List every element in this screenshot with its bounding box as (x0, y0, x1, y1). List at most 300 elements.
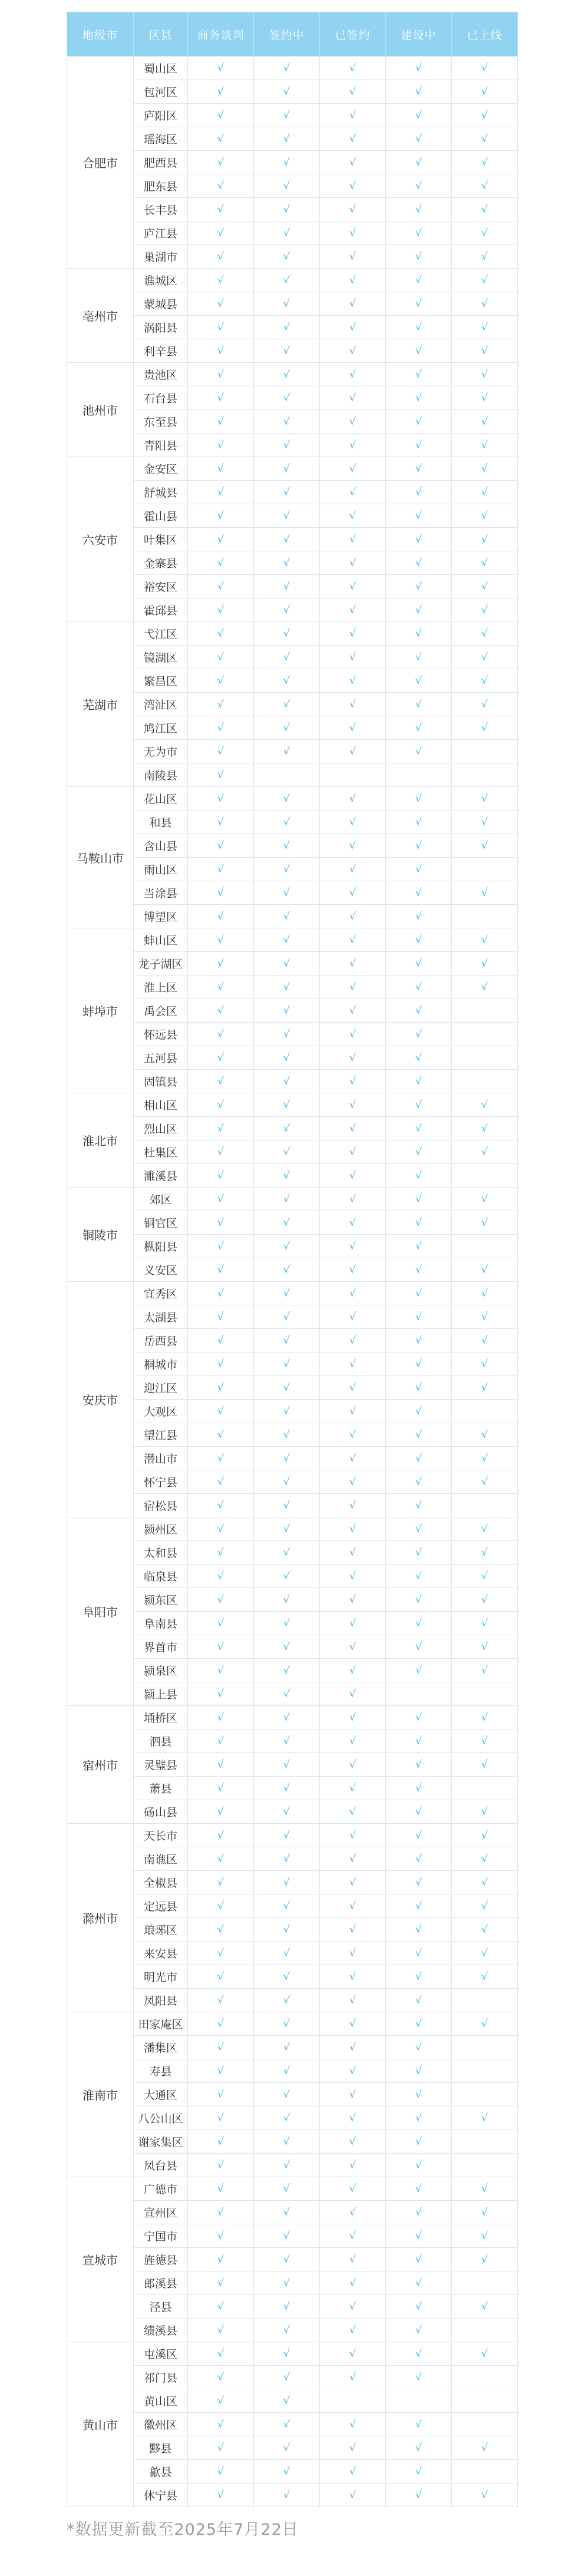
status-cell-online (452, 2248, 518, 2271)
status-cell-signing (254, 1423, 320, 1447)
status-cell-online (452, 1541, 518, 1565)
district-cell: 南谯区 (134, 1847, 188, 1871)
status-cell-signing (254, 1188, 320, 1211)
check-icon: √ (415, 792, 422, 805)
status-cell-online (452, 928, 518, 952)
status-cell-signing (254, 2271, 320, 2295)
check-icon: √ (283, 2418, 290, 2430)
check-icon: √ (349, 934, 356, 946)
district-cell: 萧县 (134, 1777, 188, 1800)
status-cell-negotiation (188, 2271, 254, 2295)
status-cell-online (452, 1871, 518, 1894)
status-cell-signing (254, 363, 320, 386)
check-icon: √ (415, 557, 422, 569)
check-icon: √ (349, 2018, 356, 2030)
status-cell-negotiation (188, 1164, 254, 1188)
check-icon: √ (415, 1664, 422, 1676)
check-icon: √ (349, 1193, 356, 1205)
status-cell-online (452, 2130, 518, 2154)
status-cell-online (452, 952, 518, 975)
table-row (67, 693, 518, 716)
status-cell-building (386, 1211, 452, 1235)
check-icon: √ (217, 2371, 224, 2383)
status-cell-signed (320, 811, 386, 834)
status-cell-signing (254, 1447, 320, 1470)
check-icon: √ (481, 486, 488, 498)
check-icon: √ (217, 321, 224, 333)
status-cell-online (452, 2295, 518, 2319)
check-icon: √ (217, 1004, 224, 1017)
check-icon: √ (283, 863, 290, 875)
status-cell-building (386, 1023, 452, 1046)
status-cell-signed (320, 928, 386, 952)
check-icon: √ (415, 415, 422, 428)
check-icon: √ (283, 1216, 290, 1229)
status-cell-online (452, 57, 518, 80)
district-cell: 颍州区 (134, 1517, 188, 1541)
status-cell-online (452, 410, 518, 434)
status-cell-negotiation (188, 2460, 254, 2484)
status-cell-negotiation (188, 2130, 254, 2154)
status-cell-signed (320, 1612, 386, 1635)
status-cell-online (452, 834, 518, 858)
district-cell: 宿松县 (134, 1494, 188, 1517)
status-cell-online (452, 292, 518, 316)
check-icon: √ (415, 1947, 422, 1959)
table-header (67, 12, 518, 57)
check-icon: √ (217, 462, 224, 475)
check-icon: √ (481, 2230, 488, 2242)
check-icon: √ (349, 651, 356, 663)
check-icon: √ (415, 2065, 422, 2077)
check-icon: √ (349, 1805, 356, 1818)
status-cell-signed (320, 1470, 386, 1494)
check-icon: √ (283, 745, 290, 758)
status-cell-signing (254, 1730, 320, 1753)
status-cell-building (386, 104, 452, 127)
check-icon: √ (349, 698, 356, 710)
table-row (67, 1117, 518, 1140)
table-row (67, 1942, 518, 1965)
district-cell: 凤阳县 (134, 1989, 188, 2012)
check-icon: √ (415, 2371, 422, 2383)
check-icon: √ (217, 1617, 224, 1629)
status-cell-signed (320, 104, 386, 127)
check-icon: √ (481, 2253, 488, 2266)
table-row (67, 504, 518, 528)
check-icon: √ (217, 250, 224, 263)
status-cell-negotiation (188, 716, 254, 740)
status-cell-signed (320, 693, 386, 716)
district-cell: 贵池区 (134, 363, 188, 386)
check-icon: √ (217, 1287, 224, 1299)
status-cell-signing (254, 2295, 320, 2319)
status-cell-signed (320, 481, 386, 504)
status-cell-building (386, 2436, 452, 2460)
city-cell: 六安市 (67, 457, 134, 622)
status-cell-online (452, 881, 518, 905)
status-cell-negotiation (188, 1046, 254, 1070)
table-row (67, 1588, 518, 1612)
district-cell: 黄山区 (134, 2389, 188, 2413)
status-cell-signed (320, 1800, 386, 1824)
check-icon: √ (283, 1664, 290, 1676)
table-row (67, 1258, 518, 1282)
check-icon: √ (415, 439, 422, 451)
check-icon: √ (349, 1546, 356, 1559)
check-icon: √ (349, 180, 356, 192)
status-cell-building (386, 339, 452, 363)
status-cell-building (386, 292, 452, 316)
status-cell-signed (320, 2224, 386, 2248)
status-cell-signing (254, 2201, 320, 2224)
district-cell: 当涂县 (134, 881, 188, 905)
check-icon: √ (415, 2324, 422, 2336)
status-cell-signed (320, 2130, 386, 2154)
status-cell-signing (254, 999, 320, 1023)
status-cell-building (386, 1659, 452, 1682)
check-icon: √ (415, 1593, 422, 1606)
check-icon: √ (283, 2230, 290, 2242)
district-cell: 弋江区 (134, 622, 188, 646)
check-icon: √ (283, 156, 290, 168)
table-row (67, 1800, 518, 1824)
check-icon: √ (217, 1334, 224, 1347)
status-cell-online (452, 1376, 518, 1400)
status-cell-building (386, 716, 452, 740)
table-row (67, 1423, 518, 1447)
status-cell-building (386, 928, 452, 952)
status-cell-online (452, 2319, 518, 2342)
status-cell-online (452, 1565, 518, 1588)
status-cell-signing (254, 80, 320, 104)
check-icon: √ (217, 1193, 224, 1205)
status-cell-building (386, 1753, 452, 1777)
check-icon: √ (283, 2088, 290, 2101)
check-icon: √ (349, 816, 356, 828)
status-cell-negotiation (188, 386, 254, 410)
table-row (67, 2484, 518, 2507)
check-icon: √ (415, 1876, 422, 1889)
status-cell-signing (254, 1612, 320, 1635)
status-cell-signed (320, 1164, 386, 1188)
status-cell-signing (254, 2248, 320, 2271)
header-building: 建设中 (386, 12, 452, 57)
check-icon: √ (217, 557, 224, 569)
check-icon: √ (481, 2018, 488, 2030)
check-icon: √ (349, 1334, 356, 1347)
table-row (67, 1612, 518, 1635)
status-cell-signed (320, 1659, 386, 1682)
status-cell-building (386, 1117, 452, 1140)
status-cell-signed (320, 1494, 386, 1517)
district-cell: 颍上县 (134, 1682, 188, 1706)
check-icon: √ (283, 981, 290, 993)
status-cell-signed (320, 221, 386, 245)
status-cell-negotiation (188, 1517, 254, 1541)
check-icon: √ (415, 2253, 422, 2266)
status-cell-signing (254, 386, 320, 410)
check-icon: √ (415, 1805, 422, 1818)
status-cell-negotiation (188, 1423, 254, 1447)
check-icon: √ (217, 792, 224, 805)
status-cell-signing (254, 2154, 320, 2177)
check-icon: √ (283, 1428, 290, 1441)
status-cell-signing (254, 339, 320, 363)
check-icon: √ (217, 1923, 224, 1936)
status-cell-building (386, 975, 452, 999)
check-icon: √ (415, 745, 422, 758)
status-cell-online (452, 2012, 518, 2036)
check-icon: √ (415, 957, 422, 970)
district-cell: 田家庵区 (134, 2012, 188, 2036)
district-cell: 全椒县 (134, 1871, 188, 1894)
check-icon: √ (217, 2442, 224, 2454)
check-icon: √ (283, 133, 290, 145)
check-icon: √ (349, 439, 356, 451)
table-row (67, 2036, 518, 2059)
table-row (67, 1730, 518, 1753)
check-icon: √ (217, 1358, 224, 1370)
check-icon: √ (415, 1970, 422, 1983)
check-icon: √ (283, 722, 290, 734)
status-cell-signing (254, 1824, 320, 1847)
table-row (67, 2224, 518, 2248)
status-cell-signing (254, 245, 320, 269)
check-icon: √ (481, 415, 488, 428)
district-cell: 宜秀区 (134, 1282, 188, 1305)
check-icon: √ (415, 1829, 422, 1841)
check-icon: √ (283, 957, 290, 970)
check-icon: √ (481, 345, 488, 357)
table-row (67, 551, 518, 575)
table-row (67, 2012, 518, 2036)
city-cell: 铜陵市 (67, 1188, 134, 1282)
check-icon: √ (349, 722, 356, 734)
check-icon: √ (283, 1782, 290, 1794)
check-icon: √ (349, 1146, 356, 1158)
status-cell-negotiation (188, 1588, 254, 1612)
status-cell-building (386, 693, 452, 716)
status-cell-building (386, 1989, 452, 2012)
check-icon: √ (481, 1287, 488, 1299)
check-icon: √ (349, 1711, 356, 1724)
table-row (67, 1188, 518, 1211)
check-icon: √ (481, 839, 488, 852)
check-icon: √ (283, 1311, 290, 1323)
status-cell-signed (320, 2154, 386, 2177)
district-cell: 寿县 (134, 2059, 188, 2083)
status-cell-building (386, 1800, 452, 1824)
check-icon: √ (481, 1805, 488, 1818)
table-row (67, 952, 518, 975)
check-icon: √ (481, 1900, 488, 1912)
status-cell-building (386, 952, 452, 975)
check-icon: √ (283, 1452, 290, 1464)
district-cell: 郎溪县 (134, 2271, 188, 2295)
status-cell-negotiation (188, 1682, 254, 1706)
status-cell-negotiation (188, 1305, 254, 1329)
check-icon: √ (349, 1735, 356, 1747)
check-icon: √ (481, 1970, 488, 1983)
status-cell-signing (254, 622, 320, 646)
status-cell-negotiation (188, 2059, 254, 2083)
status-cell-negotiation (188, 1494, 254, 1517)
status-cell-building (386, 834, 452, 858)
check-icon: √ (481, 981, 488, 993)
status-cell-signing (254, 269, 320, 292)
status-cell-online (452, 2083, 518, 2107)
check-icon: √ (349, 1593, 356, 1606)
status-cell-signed (320, 1353, 386, 1376)
table-row (67, 1635, 518, 1659)
check-icon: √ (415, 1476, 422, 1488)
status-cell-negotiation (188, 952, 254, 975)
check-icon: √ (217, 816, 224, 828)
status-cell-negotiation (188, 198, 254, 221)
status-cell-negotiation (188, 1070, 254, 1093)
check-icon: √ (481, 651, 488, 663)
status-cell-signed (320, 386, 386, 410)
check-icon: √ (481, 1853, 488, 1865)
district-cell: 叶集区 (134, 528, 188, 551)
check-icon: √ (349, 1405, 356, 1417)
status-cell-negotiation (188, 598, 254, 622)
status-cell-signing (254, 1541, 320, 1565)
status-cell-signing (254, 1517, 320, 1541)
status-cell-negotiation (188, 834, 254, 858)
check-icon: √ (415, 2418, 422, 2430)
check-icon: √ (481, 2183, 488, 2195)
check-icon: √ (217, 1641, 224, 1653)
status-cell-signed (320, 2484, 386, 2507)
check-icon: √ (481, 1593, 488, 1606)
check-icon: √ (415, 627, 422, 640)
status-cell-signed (320, 1423, 386, 1447)
status-cell-signed (320, 2271, 386, 2295)
status-cell-signing (254, 1918, 320, 1942)
table-row (67, 457, 518, 481)
check-icon: √ (415, 1499, 422, 1512)
status-cell-online (452, 2224, 518, 2248)
status-cell-building (386, 1305, 452, 1329)
status-cell-online (452, 1965, 518, 1989)
check-icon: √ (415, 1240, 422, 1252)
district-cell: 阜南县 (134, 1612, 188, 1635)
district-cell: 太和县 (134, 1541, 188, 1565)
check-icon: √ (481, 2489, 488, 2501)
check-icon: √ (217, 1735, 224, 1747)
check-icon: √ (415, 1570, 422, 1582)
check-icon: √ (217, 604, 224, 616)
check-icon: √ (217, 1970, 224, 1983)
status-cell-negotiation (188, 339, 254, 363)
district-cell: 黟县 (134, 2436, 188, 2460)
status-cell-signed (320, 292, 386, 316)
status-cell-signing (254, 1706, 320, 1730)
district-cell: 裕安区 (134, 575, 188, 598)
table-row (67, 1164, 518, 1188)
city-cell: 蚌埠市 (67, 928, 134, 1093)
check-icon: √ (217, 1169, 224, 1182)
status-cell-building (386, 1046, 452, 1070)
check-icon: √ (283, 1570, 290, 1582)
table-row (67, 858, 518, 881)
status-cell-signing (254, 928, 320, 952)
header-negotiation: 商务谈判 (188, 12, 254, 57)
table-row (67, 646, 518, 669)
status-cell-negotiation (188, 2036, 254, 2059)
status-cell-negotiation (188, 575, 254, 598)
check-icon: √ (415, 910, 422, 922)
status-cell-signing (254, 1635, 320, 1659)
status-cell-signed (320, 1942, 386, 1965)
check-icon: √ (415, 62, 422, 74)
check-icon: √ (217, 934, 224, 946)
table-row (67, 905, 518, 928)
status-cell-signed (320, 1824, 386, 1847)
district-cell: 濉溪县 (134, 1164, 188, 1188)
status-cell-signing (254, 2083, 320, 2107)
check-icon: √ (415, 1711, 422, 1724)
status-cell-online (452, 1730, 518, 1753)
table-row (67, 2319, 518, 2342)
check-icon: √ (217, 2253, 224, 2266)
status-cell-negotiation (188, 528, 254, 551)
status-cell-signing (254, 434, 320, 457)
status-cell-signing (254, 457, 320, 481)
status-cell-signed (320, 2366, 386, 2389)
table-row (67, 2342, 518, 2366)
status-cell-negotiation (188, 363, 254, 386)
check-icon: √ (415, 839, 422, 852)
check-icon: √ (349, 557, 356, 569)
check-icon: √ (217, 957, 224, 970)
status-cell-signed (320, 1400, 386, 1423)
status-cell-building (386, 999, 452, 1023)
check-icon: √ (349, 1876, 356, 1889)
district-cell: 定远县 (134, 1894, 188, 1918)
check-icon: √ (415, 1193, 422, 1205)
table-row (67, 1894, 518, 1918)
check-icon: √ (415, 2300, 422, 2313)
check-icon: √ (349, 1311, 356, 1323)
status-cell-online (452, 740, 518, 763)
status-cell-building (386, 316, 452, 339)
check-icon: √ (349, 2324, 356, 2336)
district-cell: 长丰县 (134, 198, 188, 221)
status-cell-online (452, 1164, 518, 1188)
check-icon: √ (217, 580, 224, 593)
status-cell-online (452, 1894, 518, 1918)
check-icon: √ (415, 2183, 422, 2195)
status-cell-negotiation (188, 1612, 254, 1635)
check-icon: √ (217, 345, 224, 357)
check-icon: √ (481, 2206, 488, 2218)
check-icon: √ (217, 651, 224, 663)
check-icon: √ (283, 345, 290, 357)
table-row (67, 1140, 518, 1164)
status-cell-building (386, 2413, 452, 2436)
check-icon: √ (283, 1711, 290, 1724)
check-icon: √ (283, 910, 290, 922)
status-cell-online (452, 716, 518, 740)
district-cell: 蚌山区 (134, 928, 188, 952)
check-icon: √ (481, 934, 488, 946)
check-icon: √ (481, 1758, 488, 1771)
check-icon: √ (349, 1523, 356, 1535)
check-icon: √ (283, 1900, 290, 1912)
